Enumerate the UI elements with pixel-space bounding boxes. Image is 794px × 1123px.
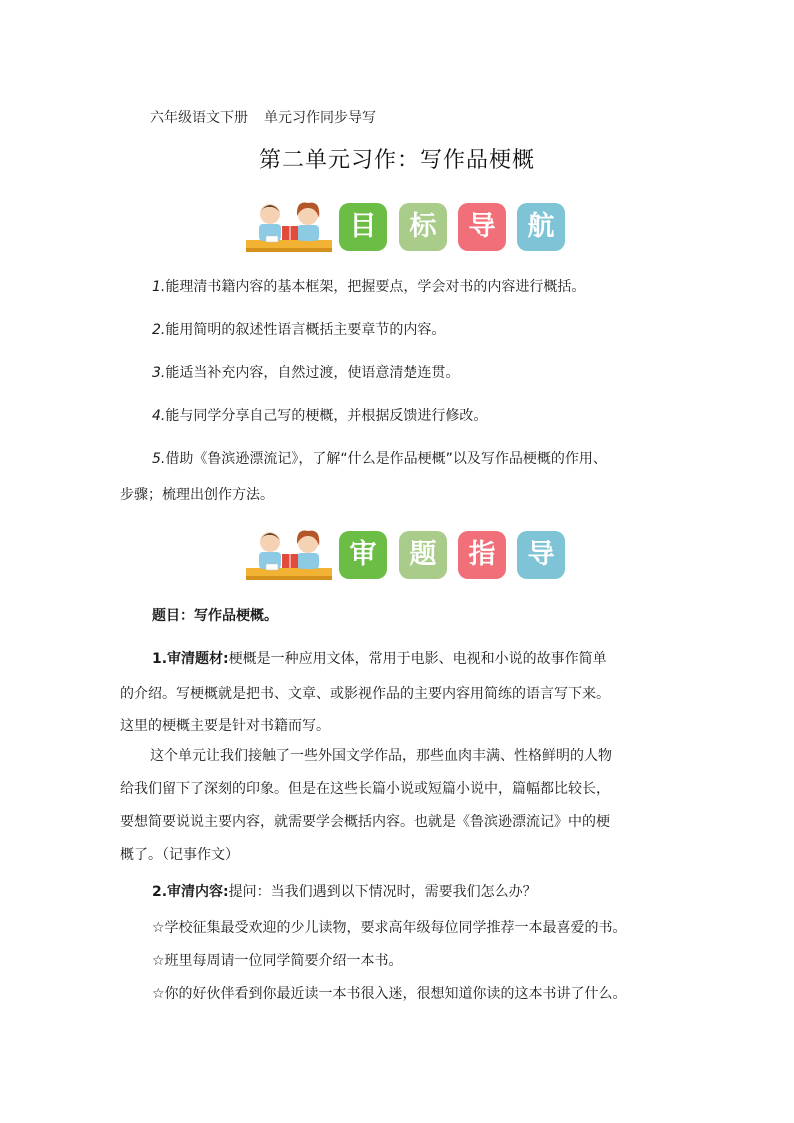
list-item: ☆学校征集最受欢迎的少儿读物，要求高年级每位同学推荐一本最喜爱的书。 [152,920,627,936]
list-item: ☆班里每周请一位同学简要介绍一本书。 [152,953,403,969]
reading-kids-illustration [244,200,334,254]
guidance-banner [244,528,574,582]
section2-label: 2.审清内容: [152,884,229,900]
goals-banner [244,200,574,254]
section1-label: 1.审清题材: [152,651,229,667]
banner-tile-4: 航 [517,203,565,251]
para2-line3: 要想简要说说主要内容，就需要学会概括内容。也就是《鲁滨逊漂流记》中的梗 [120,814,610,830]
reading-kids-illustration [244,528,334,582]
section1-line3: 这里的梗概主要是针对书籍而写。 [120,718,330,734]
section1-line1: 1.审清题材:梗概是一种应用文体，常用于电影、电视和小说的故事作简单 [152,651,607,667]
section1-line2: 的介绍。写梗概就是把书、文章、或影视作品的主要内容用简练的语言写下来。 [120,686,610,702]
section2-line: 2.审清内容:提问：当我们遇到以下情况时，需要我们怎么办？ [152,884,537,900]
banner-tile-1: 目 [339,203,387,251]
goal-item: 4.能与同学分享自己写的梗概，并根据反馈进行修改。 [152,408,488,424]
header-grade: 六年级语文下册 [150,110,248,126]
para2-line1: 这个单元让我们接触了一些外国文学作品，那些血肉丰满、性格鲜明的人物 [150,748,612,764]
banner-tile-3: 导 [458,203,506,251]
para2-line4: 概了。（记事作文） [120,847,239,863]
banner-tile-2: 标 [399,203,447,251]
page-header [150,107,376,127]
goal-item: 3.能适当补充内容，自然过渡，使语意清楚连贯。 [152,365,460,381]
goal-item-continued: 步骤；梳理出创作方法。 [120,487,274,503]
header-series: 单元习作同步导写 [264,110,376,126]
goal-item: 5.借助《鲁滨逊漂流记》，了解“什么是作品梗概”以及写作品梗概的作用、 [152,451,607,467]
list-item: ☆你的好伙伴看到你最近读一本书很入迷，很想知道你读的这本书讲了什么。 [152,986,627,1002]
banner-tile-4: 导 [517,531,565,579]
banner-tile-3: 指 [458,531,506,579]
para2-line2: 给我们留下了深刻的印象。但是在这些长篇小说或短篇小说中，篇幅都比较长， [120,781,610,797]
goal-item: 1.能理清书籍内容的基本框架，把握要点，学会对书的内容进行概括。 [152,279,586,295]
page-title: 第二单元习作：写作品梗概 [258,148,535,173]
topic-line: 题目：写作品梗概。 [152,608,278,624]
banner-tile-2: 题 [399,531,447,579]
banner-tile-1: 审 [339,531,387,579]
goal-item: 2.能用简明的叙述性语言概括主要章节的内容。 [152,322,446,338]
